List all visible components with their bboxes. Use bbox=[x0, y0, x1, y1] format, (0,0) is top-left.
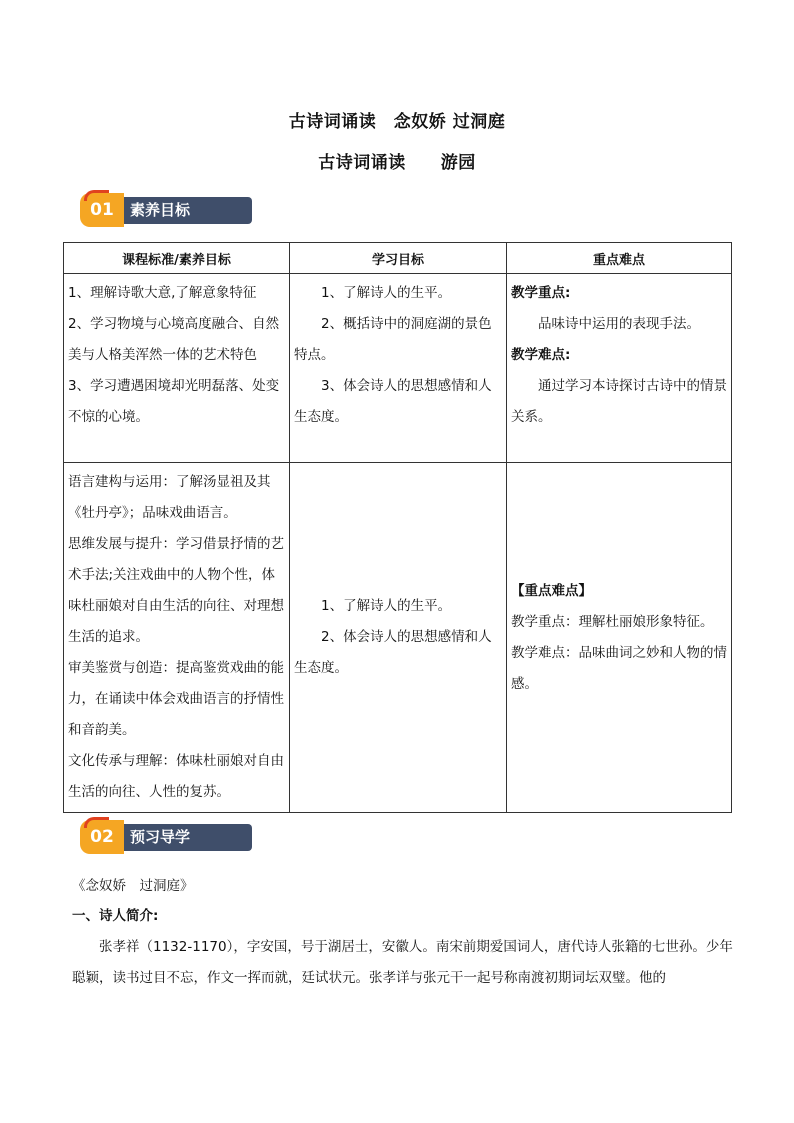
standard-item: 2、学习物境与心境高度融合、自然美与人格美浑然一体的艺术特色 bbox=[68, 316, 280, 363]
cell-standards bbox=[64, 274, 290, 463]
objective-item: 1、了解诗人的生平。 bbox=[321, 598, 452, 614]
subsection-heading: 一、诗人简介: bbox=[72, 908, 159, 924]
key-point-label: 教学重点: bbox=[511, 285, 571, 301]
header-standards: 课程标准/素养目标 bbox=[64, 243, 290, 274]
key-point-text: 品味诗中运用的表现手法。 bbox=[538, 316, 700, 332]
table-header-row bbox=[64, 243, 732, 274]
document-subtitle: 古诗词诵读 游园 bbox=[318, 153, 476, 173]
cell-objectives bbox=[290, 274, 507, 463]
standard-item: 思维发展与提升：学习借景抒情的艺术手法;关注戏曲中的人物个性，体味杜丽娘对自由生活的向往、对理想生活的追求。 bbox=[68, 536, 284, 645]
standard-item: 1、理解诗歌大意,了解意象特征 bbox=[68, 285, 257, 301]
section-number-badge: 02 bbox=[80, 820, 124, 854]
objective-item: 1、了解诗人的生平。 bbox=[321, 285, 452, 301]
objective-item: 2、概括诗中的洞庭湖的景色特点。 bbox=[294, 316, 492, 363]
section-number-badge: 01 bbox=[80, 193, 124, 227]
difficulty-text: 教学难点：品味曲词之妙和人物的情感。 bbox=[511, 644, 727, 692]
cell-standards bbox=[64, 463, 290, 813]
standard-item: 文化传承与理解：体味杜丽娘对自由生活的向往、人性的复苏。 bbox=[68, 753, 284, 800]
objective-item: 2、体会诗人的思想感情和人生态度。 bbox=[294, 629, 492, 676]
difficulty-text: 通过学习本诗探讨古诗中的情景关系。 bbox=[511, 378, 727, 425]
objective-item: 3、体会诗人的思想感情和人生态度。 bbox=[294, 378, 492, 425]
key-point-text: 教学重点：理解杜丽娘形象特征。 bbox=[511, 613, 714, 630]
goals-table bbox=[63, 242, 732, 813]
standard-item: 3、学习遭遇困境却光明磊落、处变不惊的心境。 bbox=[68, 378, 280, 425]
cell-objectives bbox=[290, 463, 507, 813]
header-key-points: 重点难点 bbox=[507, 243, 732, 274]
difficulty-label: 教学难点: bbox=[511, 347, 571, 363]
header-objectives: 学习目标 bbox=[290, 243, 507, 274]
standard-item: 审美鉴赏与创造：提高鉴赏戏曲的能力，在诵读中体会戏曲语言的抒情性和音韵美。 bbox=[68, 660, 284, 738]
poem-title: 《念奴娇 过洞庭》 bbox=[72, 878, 194, 894]
key-point-label: 【重点难点】 bbox=[511, 582, 592, 599]
table-row bbox=[64, 274, 732, 463]
table-row bbox=[64, 463, 732, 813]
section-label: 预习导学 bbox=[108, 824, 252, 851]
document-title: 古诗词诵读 念奴娇 过洞庭 bbox=[288, 112, 506, 132]
poet-intro-paragraph: 张孝祥（1132-1170），字安国，号于湖居士，安徽人。南宋前期爱国词人，唐代诗人张籍的七世孙。少年聪颖，读书过目不忘，作文一挥而就，廷试状元。张孝详与张元干一起号称南渡初期词坛双璧。他的 bbox=[72, 939, 733, 986]
section-label: 素养目标 bbox=[108, 197, 252, 224]
cell-key-points bbox=[507, 274, 732, 463]
cell-key-points bbox=[507, 463, 732, 813]
standard-item: 语言建构与运用：了解汤显祖及其《牡丹亭》；品味戏曲语言。 bbox=[68, 474, 271, 521]
